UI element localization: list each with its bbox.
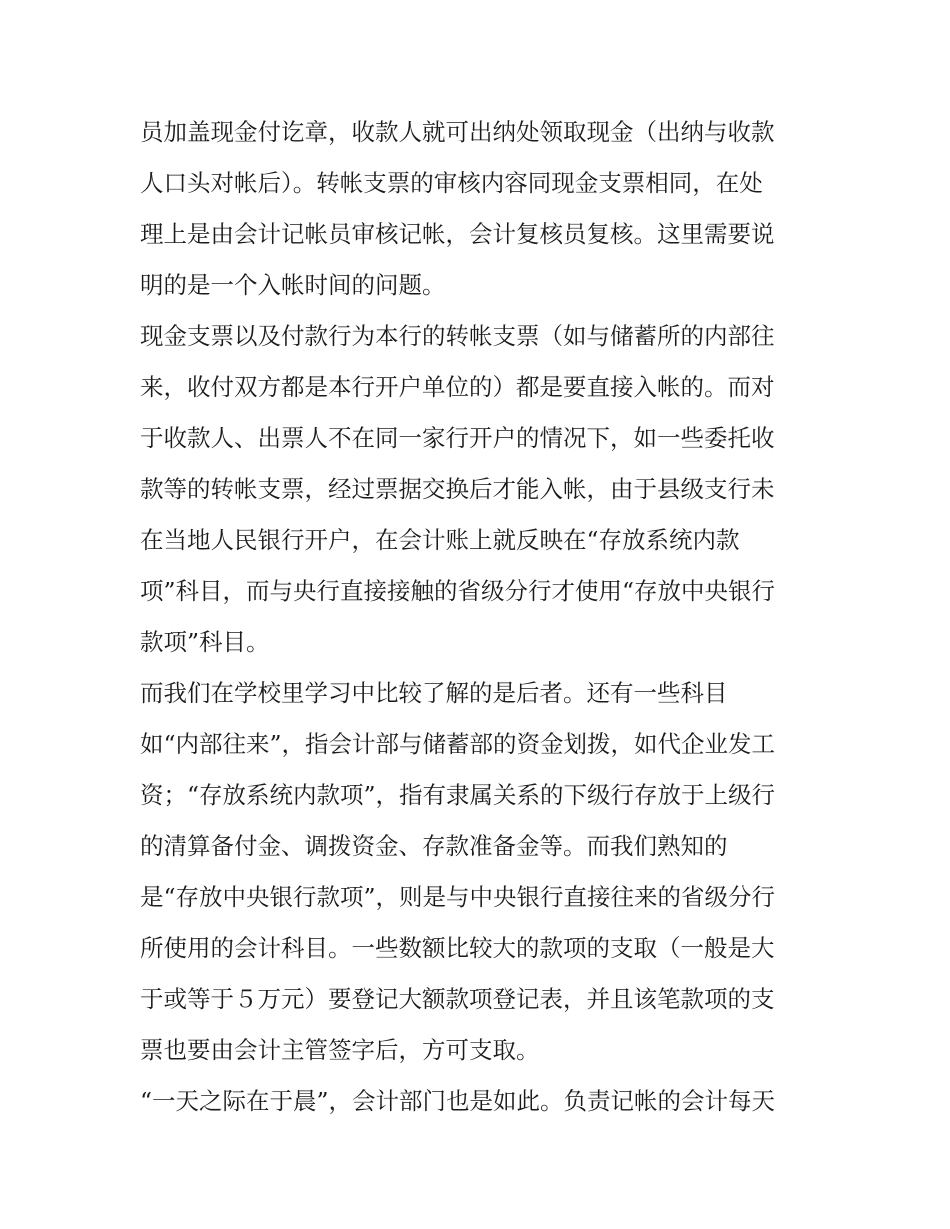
text-line: “一天之际在于晨”，会计部门也是如此。负责记帐的会计每天 — [140, 1087, 776, 1115]
text-line: 款等的转帐支票，经过票据交换后才能入帐，由于县级支行未 — [140, 475, 775, 503]
text-line: 票也要由会计主管签字后，方可支取。 — [140, 1036, 540, 1064]
text-line: 于收款人、出票人不在同一家行开户的情况下，如一些委托收 — [140, 424, 775, 452]
text-line: 款项”科目。 — [140, 628, 270, 656]
text-line: 如“内部往来”，指会计部与储蓄部的资金划拨，如代企业发工 — [140, 730, 776, 758]
text-line: 是“存放中央银行款项”，则是与中央银行直接往来的省级分行 — [140, 883, 776, 911]
text-line: 所使用的会计科目。一些数额比较大的款项的支取（一般是大 — [140, 934, 775, 962]
text-line: 人口头对帐后）。转帐支票的审核内容同现金支票相同，在处 — [140, 169, 763, 197]
body-text — [140, 107, 816, 1127]
text-line: 项”科目，而与央行直接接触的省级分行才使用“存放中央银行 — [140, 577, 776, 605]
text-line: 员加盖现金付讫章，收款人就可出纳处领取现金（出纳与收款 — [140, 118, 775, 146]
text-line: 来，收付双方都是本行开户单位的）都是要直接入帐的。而对 — [140, 373, 775, 401]
text-line: 于或等于５万元）要登记大额款项登记表，并且该笔款项的支 — [140, 985, 775, 1013]
text-line: 的清算备付金、调拨资金、存款准备金等。而我们熟知的 — [140, 832, 728, 860]
text-line: 而我们在学校里学习中比较了解的是后者。还有一些科目 — [140, 679, 728, 707]
text-line: 资；“存放系统内款项”，指有隶属关系的下级行存放于上级行 — [140, 781, 776, 809]
text-line: 在当地人民银行开户，在会计账上就反映在“存放系统内款 — [140, 526, 740, 554]
text-line: 明的是一个入帐时间的问题。 — [140, 271, 446, 299]
text-line: 理上是由会计记帐员审核记帐，会计复核员复核。这里需要说 — [140, 220, 775, 248]
text-line: 现金支票以及付款行为本行的转帐支票（如与储蓄所的内部往 — [140, 322, 775, 350]
